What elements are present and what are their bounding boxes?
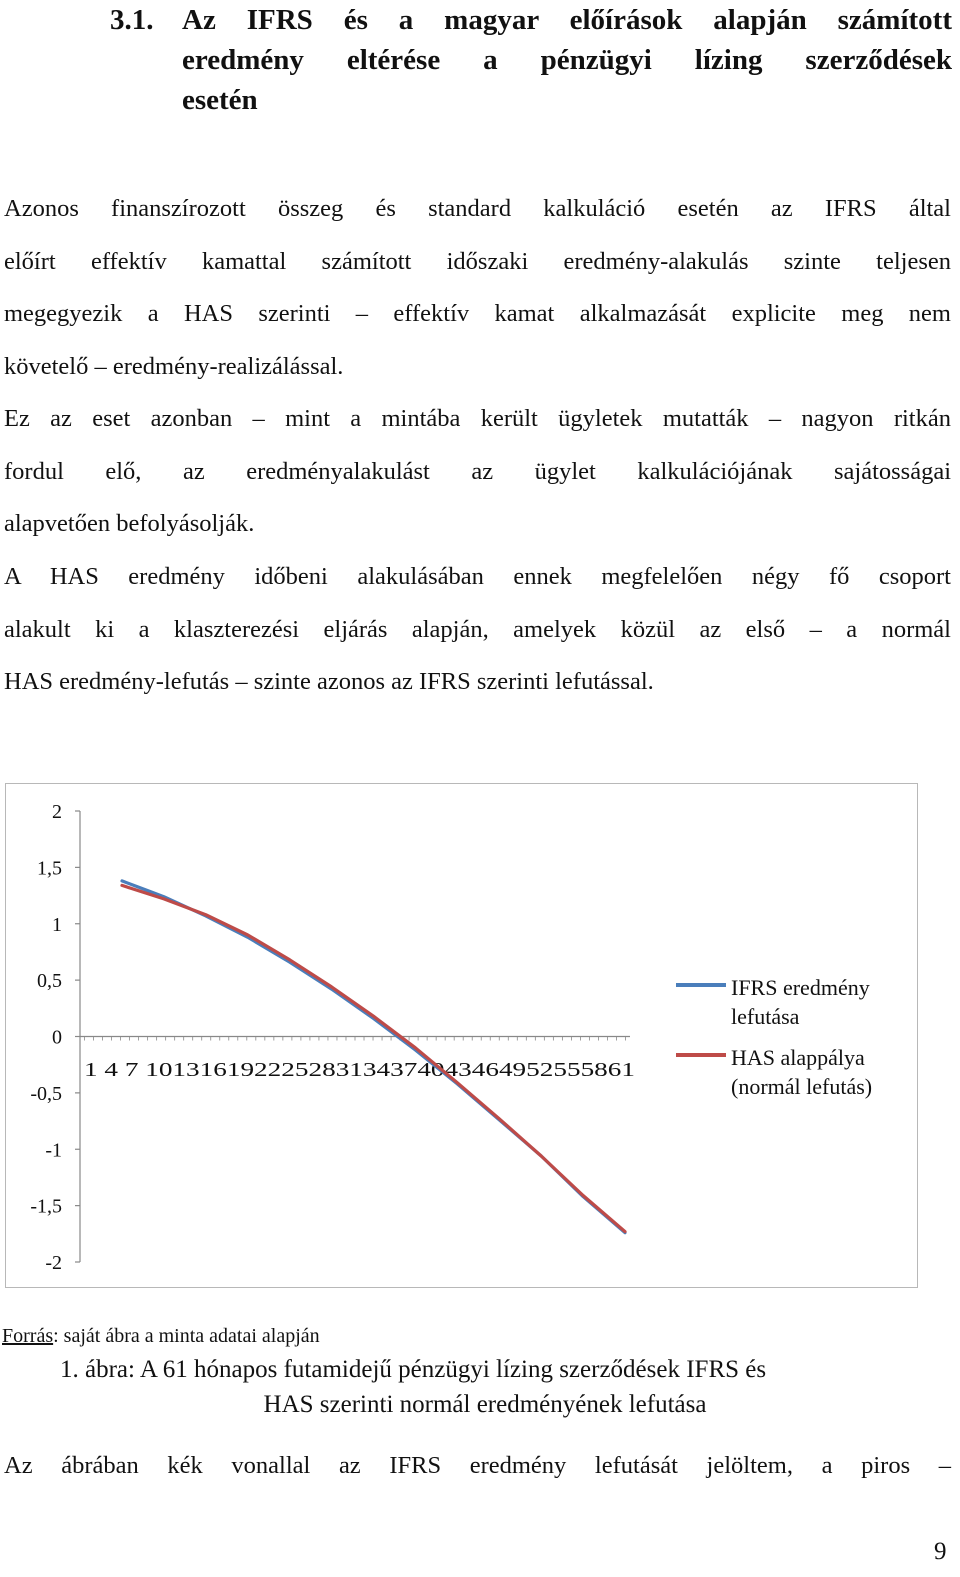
paragraph-line: fordul elő, az eredményalakulást az ügylet kalkulációjának sajátosságai: [4, 457, 951, 485]
y-tick-label: -2: [45, 1252, 62, 1274]
section-title-line: esetén: [182, 84, 258, 116]
paragraph-line: alakult ki a klaszterezési eljárás alapján, amelyek közül az első – a normál: [4, 615, 951, 643]
paragraph-line: A HAS eredmény időbeni alakulásában ennek megfelelően négy fő csoport: [4, 563, 951, 590]
y-tick-label: 1: [52, 913, 62, 936]
y-tick-label: 0,5: [37, 970, 62, 993]
y-tick-label: -0,5: [30, 1082, 62, 1105]
legend-label: HAS alappálya: [731, 1045, 865, 1070]
x-tick-labels: 1 4 7 101316192225283134374043464952555861: [84, 1059, 635, 1081]
caption-line: HAS szerinti normál eredményének lefutása: [263, 1391, 707, 1418]
series-line-ifrs: [122, 881, 625, 1233]
source-label: Forrás: [2, 1325, 54, 1347]
section-number: 3.1.: [110, 4, 154, 36]
section-title-line: eredmény eltérése a pénzügyi lízing szerződések: [182, 44, 952, 76]
y-tick-label: 2: [52, 801, 62, 823]
figure-caption: [60, 1352, 940, 1422]
paragraph-line: Ez az eset azonban – mint a mintába került ügyletek mutatták – nagyon ritkán: [4, 405, 951, 432]
y-tick-label: -1,5: [30, 1195, 62, 1218]
legend-label: IFRS eredmény: [731, 975, 870, 1000]
caption-line: 1. ábra: A 61 hónapos futamidejű pénzügyi lízing szerződések IFRS és: [60, 1356, 767, 1383]
y-tick-label: -1: [45, 1139, 62, 1162]
legend-label: lefutása: [731, 1004, 800, 1029]
y-tick-label: 1,5: [37, 857, 62, 880]
closing-paragraph: Az ábrában kék vonallal az IFRS eredmény lefutását jelöltem, a piros –: [4, 1452, 951, 1479]
page-number: 9: [934, 1538, 947, 1565]
source-text: : saját ábra a minta adatai alapján: [53, 1325, 320, 1347]
legend-label: (normál lefutás): [731, 1074, 873, 1099]
figure-source: [2, 1323, 320, 1349]
paragraph-line: megegyezik a HAS szerinti – effektív kamat alkalmazását explicite meg nem: [4, 300, 951, 327]
paragraph-line: követelő – eredmény-realizálással.: [4, 352, 344, 380]
section-title-line: Az IFRS és a magyar előírások alapján számított: [182, 4, 952, 36]
y-tick-label: 0: [52, 1026, 62, 1049]
paragraph-line: alapvetően befolyásolják.: [4, 510, 255, 537]
paragraph-line: HAS eredmény-lefutás – szinte azonos az IFRS szerinti lefutással.: [4, 668, 654, 695]
paragraph-line: előírt effektív kamattal számított időszaki eredmény-alakulás szinte teljesen: [4, 247, 951, 275]
paragraph-line: Azonos finanszírozott összeg és standard kalkuláció esetén az IFRS által: [4, 195, 951, 222]
